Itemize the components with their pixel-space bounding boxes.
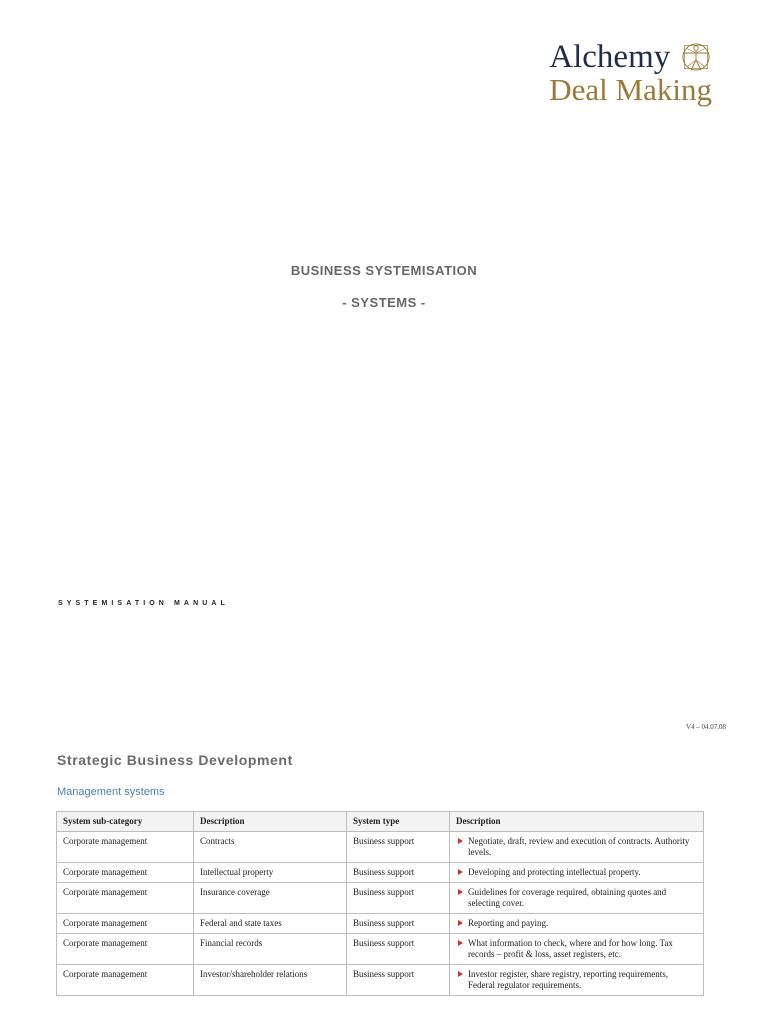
cell-description: Intellectual property — [194, 863, 347, 883]
cell-subcategory: Corporate management — [57, 965, 194, 996]
cell-subcategory: Corporate management — [57, 914, 194, 934]
version-label: V4 – 04.07.08 — [685, 723, 726, 731]
detail-text: Guidelines for coverage required, obtaining quotes and selecting cover. — [468, 887, 667, 908]
cell-system-type: Business support — [347, 965, 450, 996]
header-system-type: System type — [347, 812, 450, 832]
cell-subcategory: Corporate management — [57, 832, 194, 863]
cell-description: Investor/shareholder relations — [194, 965, 347, 996]
cell-detail — [450, 832, 704, 863]
cell-detail — [450, 914, 704, 934]
cell-system-type: Business support — [347, 863, 450, 883]
cell-system-type: Business support — [347, 914, 450, 934]
table-row — [57, 965, 704, 996]
table-row — [57, 883, 704, 914]
header-description: Description — [194, 812, 347, 832]
cell-description: Federal and state taxes — [194, 914, 347, 934]
table-row — [57, 934, 704, 965]
cell-description: Contracts — [194, 832, 347, 863]
company-logo — [549, 40, 712, 106]
cell-subcategory: Corporate management — [57, 934, 194, 965]
table-row — [57, 832, 704, 863]
bullet-arrow-icon — [458, 971, 463, 977]
header-subcategory: System sub-category — [57, 812, 194, 832]
cell-system-type: Business support — [347, 883, 450, 914]
table-row — [57, 914, 704, 934]
table-row — [57, 863, 704, 883]
cell-subcategory: Corporate management — [57, 863, 194, 883]
cell-detail — [450, 934, 704, 965]
logo-line-1: Alchemy — [549, 39, 671, 75]
detail-text: Developing and protecting intellectual property. — [468, 867, 641, 877]
cell-system-type: Business support — [347, 832, 450, 863]
cell-description: Insurance coverage — [194, 883, 347, 914]
systems-table — [56, 811, 704, 996]
section-title: Strategic Business Development — [57, 752, 293, 768]
detail-text: Investor register, share registry, reporting requirements, Federal regulator requirements. — [468, 969, 668, 990]
cell-detail — [450, 863, 704, 883]
cell-description: Financial records — [194, 934, 347, 965]
document-title: BUSINESS SYSTEMISATION — [290, 263, 478, 278]
cell-system-type: Business support — [347, 934, 450, 965]
table-header-row — [57, 812, 704, 832]
bullet-arrow-icon — [458, 838, 463, 844]
bullet-arrow-icon — [458, 920, 463, 926]
detail-text: Negotiate, draft, review and execution of contracts. Authority levels. — [468, 836, 690, 857]
bullet-arrow-icon — [458, 940, 463, 946]
cell-subcategory: Corporate management — [57, 883, 194, 914]
detail-text: Reporting and paying. — [468, 918, 549, 928]
manual-label: SYSTEMISATION MANUAL — [58, 600, 229, 607]
bullet-arrow-icon — [458, 889, 463, 895]
cell-detail — [450, 883, 704, 914]
bullet-arrow-icon — [458, 869, 463, 875]
cell-detail — [450, 965, 704, 996]
header-detail: Description — [450, 812, 704, 832]
document-subtitle: - SYSTEMS - — [342, 295, 426, 310]
logo-line-2: Deal Making — [549, 72, 712, 107]
section-subtitle: Management systems — [57, 786, 165, 798]
detail-text: What information to check, where and for how long. Tax records – profit & loss, asset registers, etc. — [468, 938, 673, 959]
vitruvian-man-icon — [681, 40, 711, 74]
